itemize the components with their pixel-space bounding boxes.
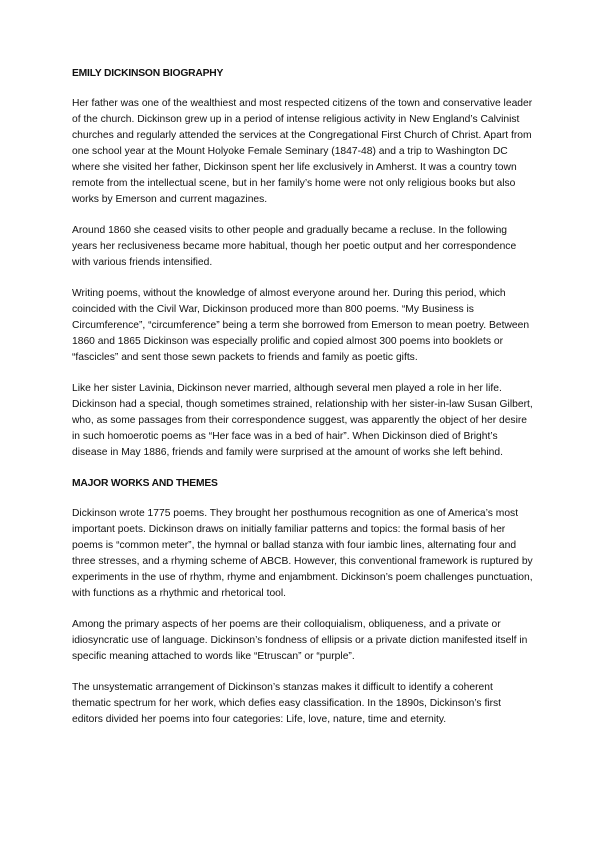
works-paragraph: Dickinson wrote 1775 poems. They brought her posthumous recognition as one of America’s most important poets. Dickinson draws on initially familiar patterns and topics: the formal basis of her poems is “common meter”, the hymnal or ballad stanza with four iambic lines, alternating four and three stresses, and a rhyming scheme of ABCB. However, this conventional framework is ruptured by experiments in the use of rhythm, rhyme and enjambment. Dickinson’s poem challenges punctuation, with functions as a rhythmic and rhetorical tool. <box>72 508 533 599</box>
bio-paragraph: Writing poems, without the knowledge of almost everyone around her. During this period, which coincided with the Civil War, Dickinson produced more than 800 poems. “My Business is Circumference”, “circumference” being a term she borrowed from Emerson to mean poetry. Between 1860 and 1865 Dickinson was especially prolific and copied almost 300 poems into booklets or “fascicles” and sent those sewn packets to friends and family as poetic gifts. <box>72 288 530 363</box>
bio-paragraph: Like her sister Lavinia, Dickinson never married, although several men played a role in her life. Dickinson had a special, though sometimes strained, relationship with her sister-in-law Susan Gilbert, who, as some passages from their correspondence suggest, was apparently the object of her desire in such homoerotic poems as “Her face was in a bed of hair”. When Dickinson died of Bright’s disease in May 1886, friends and family were surprised at the amount of works she left behind. <box>72 383 533 458</box>
section-heading-major-works: MAJOR WORKS AND THEMES <box>72 478 218 489</box>
document-body <box>72 66 534 743</box>
works-paragraph: The unsystematic arrangement of Dickinson’s stanzas makes it difficult to identify a coherent thematic spectrum for her work, which defies easy classification. In the 1890s, Dickinson’s first editors divided her poems into four categories: Life, love, nature, time and eternity. <box>72 682 502 725</box>
bio-paragraph: Her father was one of the wealthiest and most respected citizens of the town and conservative leader of the church. Dickinson grew up in a period of intense religious activity in New England’s Calvinist churches and regularly attended the services at the Congregational First Church of Christ. Apart from one school year at the Mount Holyoke Female Seminary (1847-48) and a trip to Washington DC where she visited her father, Dickinson spent her life exclusively in Amherst. It was a country town remote from the intellectual scene, but in her family’s home were not only religious books but also works by Emerson and current magazines. <box>72 98 533 205</box>
section-heading-biography: EMILY DICKINSON BIOGRAPHY <box>72 68 224 79</box>
bio-paragraph: Around 1860 she ceased visits to other people and gradually became a recluse. In the following years her reclusiveness became more habitual, though her poetic output and her correspondence with various friends intensified. <box>72 225 517 268</box>
works-paragraph: Among the primary aspects of her poems are their colloquialism, obliqueness, and a private or idiosyncratic use of language. Dickinson’s fondness of ellipsis or a private diction manifested itself in specific meaning attached to words like “Etruscan” or “purple”. <box>72 619 528 662</box>
